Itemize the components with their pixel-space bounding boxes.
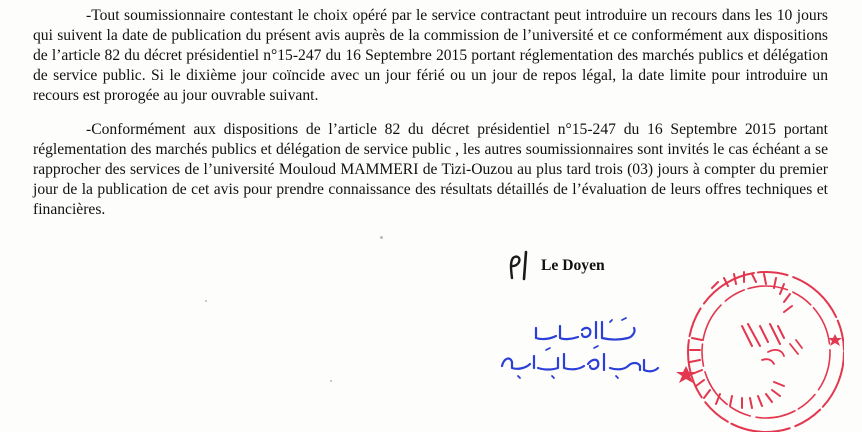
paragraph-appeal-rights: -Tout soumissionnaire contestant le choix opéré par le service contractant peut introduire un recours dans les 10 jours qui suivent la date de publication du présent avis auprès de la commission de l’université et ce conformément aux dispositions de l’article 82 du décret présidentiel n°15-247 du 16 Septembre 2015 portant réglementation des marchés publics et délégation de service public. Si le dixième jour coïncide avec un jour férié ou un jour de repos légal, la date limite pour introduire un recours est prorogée au jour ouvrable suivant.: [33, 7, 828, 105]
scan-speck: [380, 236, 383, 239]
dean-title: Le Doyen: [541, 257, 605, 274]
scan-speck: [330, 380, 332, 382]
signature-block: [498, 246, 838, 426]
handwritten-signature: [498, 308, 678, 398]
scan-speck: [205, 300, 207, 302]
per-procuration-mark-icon: [502, 248, 538, 284]
university-stamp: [672, 248, 844, 432]
paragraph-other-bidders: -Conformément aux dispositions de l’article 82 du décret présidentiel n°15-247 du 16 Septembre 2015 portant réglementation des marchés publics et délégation de service public , les autres soumissionnaires sont invités le cas échéant a se rapprocher des services de l’université Mouloud MAMMERI de Tizi-Ouzou au plus tard trois (03) jours à compter du premier jour de la publication de cet avis pour prendre connaissance des résultats détaillés de l’évaluation de leurs offres techniques et financières.: [33, 121, 828, 219]
